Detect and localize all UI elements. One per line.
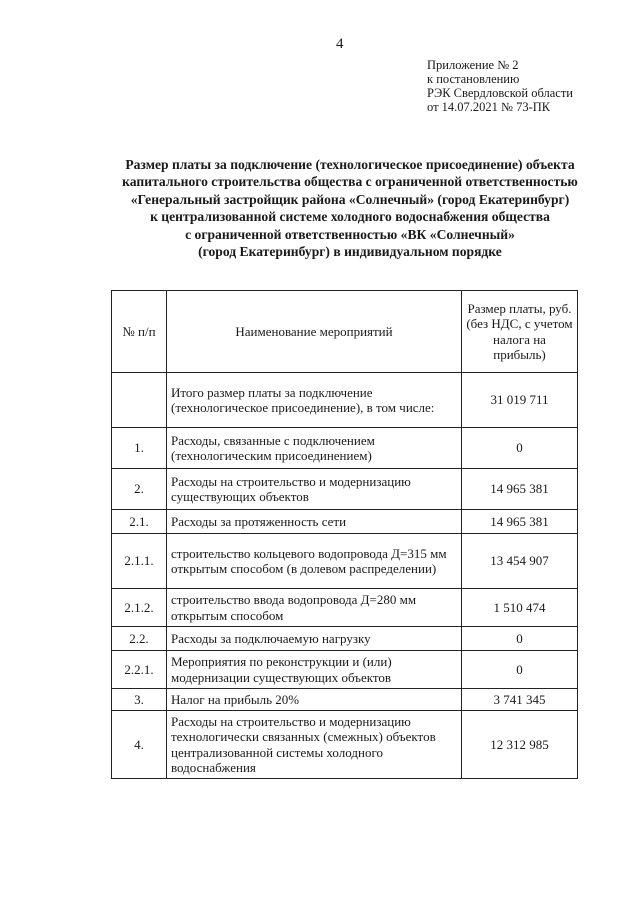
row-sum: 0 bbox=[462, 651, 578, 689]
row-name: Налог на прибыль 20% bbox=[167, 689, 462, 711]
title-line: капитального строительства общества с ограниченной ответственностью bbox=[122, 174, 578, 190]
appendix-line: к постановлению bbox=[427, 72, 520, 86]
row-name: Мероприятия по реконструкции и (или) модернизации существующих объектов bbox=[167, 651, 462, 689]
row-name: Расходы, связанные с подключением (технологическим присоединением) bbox=[167, 428, 462, 469]
row-num: 2.2.1. bbox=[112, 651, 167, 689]
table-row bbox=[112, 589, 578, 627]
row-num: 2.1.2. bbox=[112, 589, 167, 627]
row-num: 2. bbox=[112, 469, 167, 510]
appendix-line: от 14.07.2021 № 73-ПК bbox=[427, 100, 551, 114]
row-name: Итого размер платы за подключение (технологическое присоединение), в том числе: bbox=[167, 373, 462, 428]
row-sum: 13 454 907 bbox=[462, 534, 578, 589]
table-row bbox=[112, 627, 578, 651]
document-title bbox=[80, 156, 620, 260]
row-num: 2.1. bbox=[112, 510, 167, 534]
row-name: Расходы на строительство и модернизацию технологически связанных (смежных) объектов централизованной системы холодного водоснабжения bbox=[167, 711, 462, 779]
row-sum: 0 bbox=[462, 428, 578, 469]
row-num bbox=[112, 373, 167, 428]
page-number: 4 bbox=[336, 36, 344, 52]
row-sum: 12 312 985 bbox=[462, 711, 578, 779]
appendix-line: РЭК Свердловской области bbox=[427, 86, 573, 100]
row-num: 2.1.1. bbox=[112, 534, 167, 589]
table-row bbox=[112, 428, 578, 469]
row-name: строительство ввода водопровода Д=280 мм открытым способом bbox=[167, 589, 462, 627]
appendix-line: Приложение № 2 bbox=[427, 58, 519, 72]
row-num: 1. bbox=[112, 428, 167, 469]
row-num: 2.2. bbox=[112, 627, 167, 651]
table-row bbox=[112, 689, 578, 711]
appendix-reference bbox=[427, 58, 573, 114]
title-line: «Генеральный застройщик района «Солнечный» (город Екатеринбург) bbox=[130, 191, 570, 207]
row-name: строительство кольцевого водопровода Д=315 мм открытым способом (в долевом распределении) bbox=[167, 534, 462, 589]
row-name: Расходы на строительство и модернизацию существующих объектов bbox=[167, 469, 462, 510]
header-name: Наименование мероприятий bbox=[167, 291, 462, 373]
title-line: к централизованной системе холодного водоснабжения общества bbox=[150, 209, 550, 225]
row-num: 4. bbox=[112, 711, 167, 779]
row-name: Расходы за протяженность сети bbox=[167, 510, 462, 534]
table-row bbox=[112, 711, 578, 779]
row-sum: 0 bbox=[462, 627, 578, 651]
header-sum: Размер платы, руб. (без НДС, с учетом налога на прибыль) bbox=[462, 291, 578, 373]
table-row bbox=[112, 373, 578, 428]
row-sum: 14 965 381 bbox=[462, 469, 578, 510]
row-sum: 3 741 345 bbox=[462, 689, 578, 711]
table-header-row bbox=[112, 291, 578, 373]
row-sum: 31 019 711 bbox=[462, 373, 578, 428]
header-num: № п/п bbox=[112, 291, 167, 373]
table-row bbox=[112, 534, 578, 589]
table-row bbox=[112, 510, 578, 534]
row-sum: 14 965 381 bbox=[462, 510, 578, 534]
title-line: с ограниченной ответственностью «ВК «Солнечный» bbox=[185, 226, 515, 242]
title-line: (город Екатеринбург) в индивидуальном порядке bbox=[198, 244, 502, 260]
fees-table bbox=[111, 290, 578, 779]
table-row bbox=[112, 469, 578, 510]
row-sum: 1 510 474 bbox=[462, 589, 578, 627]
row-name: Расходы за подключаемую нагрузку bbox=[167, 627, 462, 651]
title-line: Размер платы за подключение (технологическое присоединение) объекта bbox=[125, 157, 575, 172]
row-num: 3. bbox=[112, 689, 167, 711]
table-row bbox=[112, 651, 578, 689]
